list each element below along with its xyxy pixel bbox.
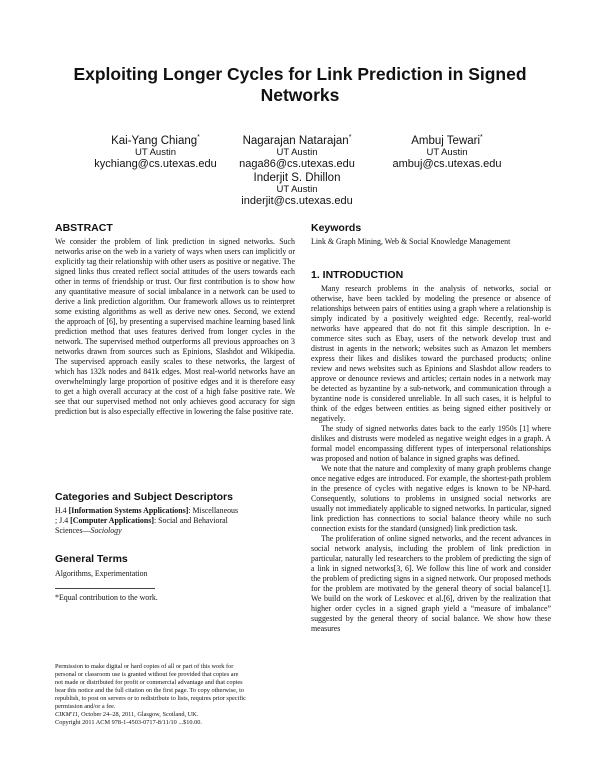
- conference-name: CIKM'11,: [55, 711, 80, 718]
- introduction-heading: 1. INTRODUCTION: [311, 269, 404, 281]
- permission-line: republish, to post on servers or to redistribute to lists, requires prior specific: [55, 695, 246, 702]
- permission-line: permission and/or a fee.: [55, 703, 116, 710]
- paper-title: Exploiting Longer Cycles for Link Prediction in Signed Networks: [73, 64, 527, 105]
- copyright-line: Copyright 2011 ACM 978-1-4503-0717-8/11/10 ...$10.00.: [55, 719, 202, 726]
- author-mark: *: [348, 134, 352, 141]
- author-name: Inderjit S. Dhillon: [253, 172, 341, 184]
- author-affiliation: UT Austin: [426, 146, 468, 158]
- permission-notice: [55, 663, 295, 727]
- intro-paragraph: The proliferation of online signed networks, and the recent advances in social network analysis, including the problem of link prediction in particular, naturally led researchers to the problem of predicting the sign of a link in signed networks[3, 6]. We follow this line of work and consider the problem of predicting signs in a signed network. Our proposed methods for the problem are motivated by the general theory of social balance[1]. We build on the work of Leskovec et al.[6], driven by the realization that higher order cycles in a signed graph yield a “measure of imbalance” suggested by the general theory of social balance. We show how these measures: [311, 534, 551, 633]
- author-name: Nagarajan Natarajan: [242, 134, 349, 147]
- categories-text: H.4 [Information Systems Applications]: Miscellaneous ; J.4 [Computer Applications]: Social and Behavioral Sciences—Sociology: [55, 506, 239, 535]
- author-email: inderjit@cs.utexas.edu: [241, 195, 353, 207]
- categories-heading: Categories and Subject Descriptors: [55, 491, 233, 503]
- keywords-heading: Keywords: [311, 222, 362, 234]
- introduction-text: [311, 284, 551, 634]
- author-name: Kai-Yang Chiang: [111, 134, 198, 147]
- general-terms-heading: General Terms: [55, 553, 128, 565]
- intro-paragraph: The study of signed networks dates back to the early 1950s [1] where dislikes and distrusts were modeled as negative weight edges in a graph. A formal model encompassing different types of interpersonal relationships was proposed and notion of balance in signed graphs was defined.: [311, 424, 551, 463]
- permission-line: personal or classroom use is granted without fee provided that copies are: [55, 671, 239, 678]
- abstract-heading: ABSTRACT: [55, 222, 113, 234]
- author-email: naga86@cs.utexas.edu: [239, 157, 355, 170]
- category-code: ; J.4: [55, 516, 69, 525]
- author-name: Ambuj Tewari: [411, 134, 481, 147]
- abstract-paragraph: We consider the problem of link prediction in signed networks. Such networks arise on the web in a variety of ways when users can implicitly or explicitly tag their relationship with other users as positive or negative. The signed links thus created reflect social attitudes of the users towards each other in terms of friendship or trust. Our first contribution is to show how any quantitative measure of social imbalance in a network can be used to derive a link prediction algorithm. Our framework allows us to reinterpret some existing algorithms as well as derive new ones. Second, we extend the approach of [6], by presenting a supervised machine learning based link prediction method that uses features derived from longer cycles in the network. The supervised method outperforms all previous approaches on 3 networks drawn from sources such as Epinions, Slashdot and Wikipedia. The supervised approach easily scales to these networks, the largest of which has 132k nodes and 841k edges. Most real-world networks have an overwhelmingly large proportion of positive edges and it is therefore easy to get a high overall accuracy at the cost of a high false positive rate. We see that our supervised method not only achieves good accuracy for sign prediction but is also especially effective in lowering the false positive rate.: [55, 237, 295, 416]
- author-email: kychiang@cs.utexas.edu: [94, 157, 217, 170]
- category-name: Information Systems Applications: [71, 506, 186, 515]
- author-block: [78, 131, 233, 170]
- author-mark: *: [197, 134, 200, 141]
- intro-paragraph: We note that the nature and complexity of many graph problems change once negative edges are introduced. For example, the shortest-path problem in the presence of cycles with negative edges is known to be NP-hard. Consequently, solutions to problems in unsigned social networks are usually not immediately applicable to signed networks. In particular, signed link prediction has connections to social balance theory while no such connection exists for the standard (unsigned) link prediction task.: [311, 464, 551, 533]
- abstract-text: [55, 237, 295, 417]
- footnote: *Equal contribution to the work.: [55, 593, 158, 602]
- author-mark: *: [480, 134, 483, 141]
- author-block: [372, 131, 522, 170]
- author-block: [222, 171, 372, 207]
- permission-line: not made or distributed for profit or commercial advantage and that copies: [55, 679, 243, 686]
- category-italic: Sociology: [90, 526, 122, 535]
- intro-paragraph: Many research problems in the analysis of networks, social or otherwise, have been tackled by modeling the presence or absence of relationships between pairs of entities using a graph where a relationship is simply indicated by a positively weighted edge. Recently, real-world networks have appeared that do not fit this simple description. In e-commerce sites such as Ebay, users of the network develop trust and distrust in agents in the network; websites such as Amazon let members express their likes and dislikes toward the purchased products; online review and news websites such as Epinions and Slashdot allow readers to approve or denounce reviews and articles; certain nodes in a network may be detected as byzantine by a sub-network, and communication through a byzantine node is considered unreliable. In all such cases, it is helpful to think of the edges between entities as being signed either positively or negatively.: [311, 284, 551, 423]
- footnote-rule: [55, 588, 155, 589]
- author-affiliation: UT Austin: [276, 184, 318, 195]
- author-email: ambuj@cs.utexas.edu: [392, 157, 502, 170]
- author-affiliation: UT Austin: [134, 146, 176, 158]
- category-code: H.4: [55, 506, 67, 515]
- category-name: Computer Applications: [72, 516, 152, 525]
- keywords-text: Link & Graph Mining, Web & Social Knowledge Management: [311, 237, 511, 246]
- permission-line: Permission to make digital or hard copies of all or part of this work for: [55, 663, 234, 670]
- category-line: Sciences—: [55, 526, 91, 535]
- author-affiliation: UT Austin: [276, 146, 318, 158]
- general-terms-text: Algorithms, Experimentation: [55, 569, 148, 578]
- category-rest: : Miscellaneous: [188, 506, 239, 515]
- author-block: [222, 131, 372, 170]
- category-rest: : Social and Behavioral: [153, 516, 228, 525]
- conference-details: October 24–28, 2011, Glasgow, Scotland, UK.: [79, 711, 199, 718]
- permission-line: bear this notice and the full citation on the first page. To copy otherwise, to: [55, 687, 244, 694]
